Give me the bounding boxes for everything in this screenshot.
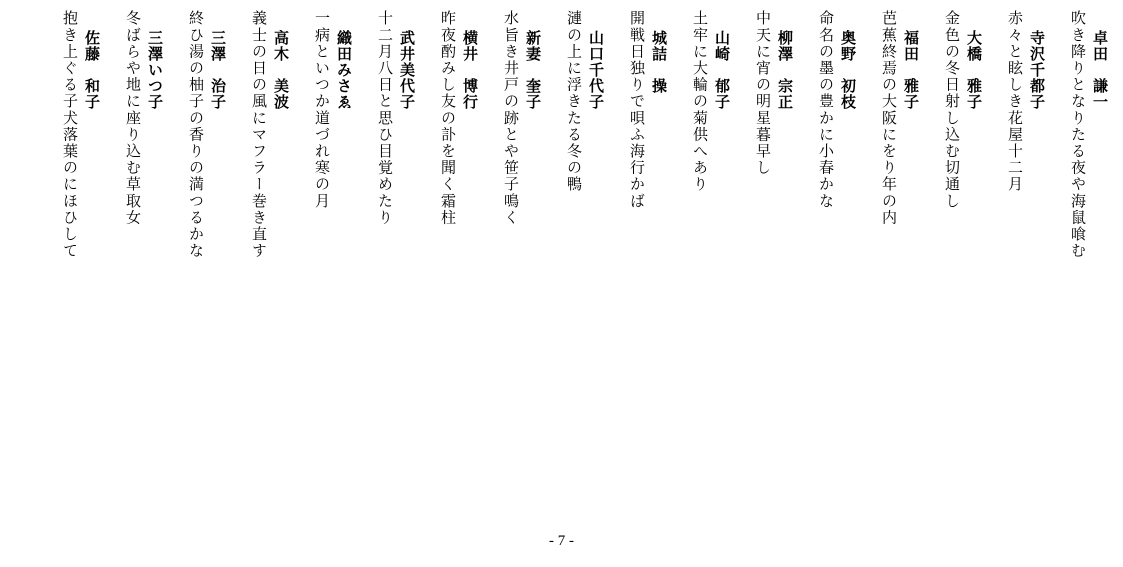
haiku-text: 赤々と眩しき花屋十二月 — [1006, 10, 1024, 193]
page-number: - 7 - — [549, 533, 574, 549]
haiku-text: 一病といつか道づれ寒の月 — [313, 10, 331, 210]
haiku-text: 土牢に大輪の菊供へあり — [691, 10, 709, 193]
author-name: 山口千代子 — [587, 30, 605, 110]
haiku-entry — [103, 10, 166, 226]
haiku-entry — [733, 10, 796, 176]
author-name: 福田 雅子 — [902, 30, 920, 110]
author-name: 卓田 謙一 — [1091, 30, 1109, 110]
haiku-text: 昨夜酌みし友の訃を聞く霜柱 — [439, 10, 457, 226]
author-name: 柳澤 宗正 — [776, 30, 794, 110]
haiku-text: 終ひ湯の柚子の香りの満つるかな — [187, 10, 205, 259]
haiku-text: 芭蕉終焉の大阪にをり年の内 — [880, 10, 898, 226]
author-name: 三澤いつ子 — [146, 30, 164, 110]
haiku-text: 命名の墨の豊かに小春かな — [817, 10, 835, 210]
haiku-entry — [922, 10, 985, 209]
author-name: 高木 美波 — [272, 30, 290, 110]
author-name: 佐藤 和子 — [83, 30, 101, 110]
haiku-entry — [229, 10, 292, 259]
author-name: 武井美代子 — [398, 30, 416, 110]
author-name: 三澤 治子 — [209, 30, 227, 110]
haiku-entry — [355, 10, 418, 226]
haiku-entry — [1048, 10, 1111, 259]
haiku-text: 中天に宵の明星暮早し — [754, 10, 772, 176]
haiku-text: 十二月八日と思ひ目覚めたり — [376, 10, 394, 226]
haiku-entry — [544, 10, 607, 193]
haiku-entry — [292, 10, 355, 209]
haiku-text: 吹き降りとなりたる夜や海鼠喰む — [1069, 10, 1087, 259]
haiku-text: 抱き上ぐる子犬落葉のにほひして — [61, 10, 79, 259]
haiku-columns — [40, 10, 1111, 310]
author-name: 山崎 郁子 — [713, 30, 731, 110]
haiku-entry — [670, 10, 733, 193]
haiku-text: 漣の上に浮きたる冬の鴨 — [565, 10, 583, 193]
haiku-entry — [985, 10, 1048, 193]
haiku-entry — [481, 10, 544, 226]
haiku-entry — [859, 10, 922, 226]
haiku-entry — [166, 10, 229, 259]
author-name: 新妻 奎子 — [524, 30, 542, 110]
author-name: 寺沢千都子 — [1028, 30, 1046, 110]
haiku-text: 義士の日の風にマフラー巻き直す — [250, 10, 268, 259]
author-name: 奥野 初枝 — [839, 30, 857, 110]
author-name: 城詰 操 — [650, 30, 668, 94]
haiku-entry — [418, 10, 481, 226]
author-name: 横井 博行 — [461, 30, 479, 110]
haiku-text: 水旨き井戸の跡とや笹子鳴く — [502, 10, 520, 226]
haiku-entry — [40, 10, 103, 259]
haiku-entry — [796, 10, 859, 209]
author-name: 織田みさゑ — [335, 30, 353, 110]
haiku-entry — [607, 10, 670, 209]
haiku-text: 冬ばらや地に座り込む草取女 — [124, 10, 142, 226]
author-name: 大橋 雅子 — [965, 30, 983, 110]
haiku-text: 金色の冬日射し込む切通し — [943, 10, 961, 210]
haiku-text: 開戦日独りで唄ふ海行かば — [628, 10, 646, 210]
